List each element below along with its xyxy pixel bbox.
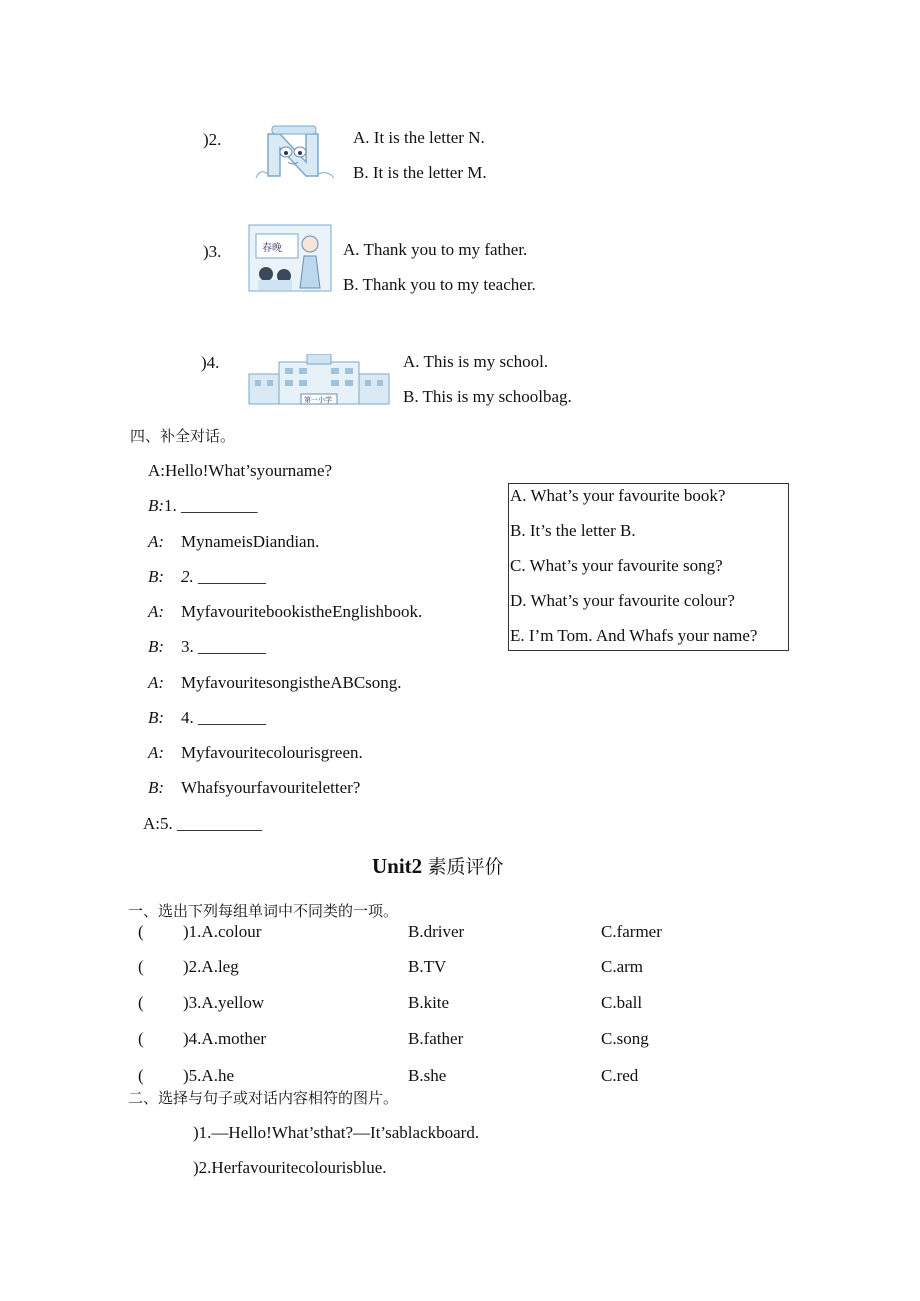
section-heading: 二、选择与句子或对话内容相符的图片。 <box>128 1089 399 1107</box>
answer-blank[interactable]: 5. __________ <box>160 814 262 833</box>
speaker: A: <box>143 814 160 833</box>
question-number: )3. <box>203 242 222 261</box>
line-text: MyfavouritesongistheABCsong. <box>181 673 402 692</box>
line-text: MynameisDiandian. <box>181 532 320 551</box>
option-b: B. It is the letter M. <box>353 163 487 182</box>
option-a: A. Thank you to my father. <box>343 240 528 259</box>
option-b: B. This is my schoolbag. <box>403 387 572 406</box>
speaker: A: <box>148 602 165 621</box>
choice-c: C.farmer <box>601 922 662 941</box>
dialogue-line <box>148 461 332 481</box>
question-text: )1.—Hello!What’sthat?—It’sablackboard. <box>193 1123 480 1142</box>
dialogue-line <box>148 496 258 516</box>
speaker: B: <box>148 708 165 727</box>
option-item: D. What’s your favourite colour? <box>510 591 735 610</box>
school-sign-text: 第一小学 <box>304 396 332 404</box>
question-text: )2.Herfavouritecolourisblue. <box>193 1158 387 1177</box>
blackboard-text: 春晚 <box>262 243 282 254</box>
option-item: A. What’s your favourite book? <box>510 486 726 505</box>
speaker: B: <box>148 637 165 656</box>
speaker: B: <box>148 778 165 797</box>
section-heading: 一、选出下列每组单词中不同类的一项。 <box>128 902 399 920</box>
choice-c: C.arm <box>601 957 644 976</box>
paren: ( <box>138 1029 144 1048</box>
question-number: )2. <box>203 130 222 149</box>
choice-a: )4.A.mother <box>183 1029 267 1048</box>
choice-b: B.TV <box>408 957 447 976</box>
option-item: B. It’s the letter B. <box>510 521 636 540</box>
question-number: )4. <box>201 353 220 372</box>
speaker: A: <box>148 743 165 762</box>
option-a: A. It is the letter N. <box>353 128 485 147</box>
choice-b: B.kite <box>408 993 450 1012</box>
choice-a: )1.A.colour <box>183 922 262 941</box>
choice-a: )5.A.he <box>183 1066 234 1085</box>
option-item: C. What’s your favourite song? <box>510 556 723 575</box>
unit-title-en: Unit2 <box>372 854 423 878</box>
answer-blank[interactable]: 2. ________ <box>181 567 266 586</box>
choice-b: B.she <box>408 1066 447 1085</box>
line-text: MyfavouritebookistheEnglishbook. <box>181 602 423 621</box>
answer-blank[interactable]: 1. _________ <box>164 496 258 515</box>
answer-blank[interactable]: 4. ________ <box>181 708 266 727</box>
choice-c: C.red <box>601 1066 639 1085</box>
paren: ( <box>138 957 144 976</box>
section-heading: 四、补全对话。 <box>130 427 236 445</box>
speaker: A: <box>148 673 165 692</box>
choice-a: )2.A.leg <box>183 957 239 976</box>
line-text: Myfavouritecolourisgreen. <box>181 743 363 762</box>
option-item: E. I’m Tom. And Whafs your name? <box>510 626 758 645</box>
choice-a: )3.A.yellow <box>183 993 265 1012</box>
unit-title <box>372 852 503 879</box>
line-text: Whafsyourfavouriteletter? <box>181 778 361 797</box>
choice-c: C.song <box>601 1029 649 1048</box>
speaker: A: <box>148 532 165 551</box>
paren: ( <box>138 1066 144 1085</box>
choice-b: B.father <box>408 1029 464 1048</box>
answer-blank[interactable]: 3. ________ <box>181 637 266 656</box>
unit-title-cn: 素质评价 <box>427 856 504 878</box>
option-b: B. Thank you to my teacher. <box>343 275 536 294</box>
school-building-image <box>247 354 391 406</box>
teacher-classroom-image <box>248 224 332 292</box>
paren: ( <box>138 922 144 941</box>
speaker: B: <box>148 567 165 586</box>
letter-n-cartoon-image <box>250 118 338 184</box>
line-text: Hello!What’syourname? <box>165 461 333 480</box>
speaker: A: <box>148 461 165 480</box>
paren: ( <box>138 993 144 1012</box>
option-a: A. This is my school. <box>403 352 549 371</box>
speaker: B: <box>148 496 165 515</box>
choice-b: B.driver <box>408 922 465 941</box>
choice-c: C.ball <box>601 993 643 1012</box>
